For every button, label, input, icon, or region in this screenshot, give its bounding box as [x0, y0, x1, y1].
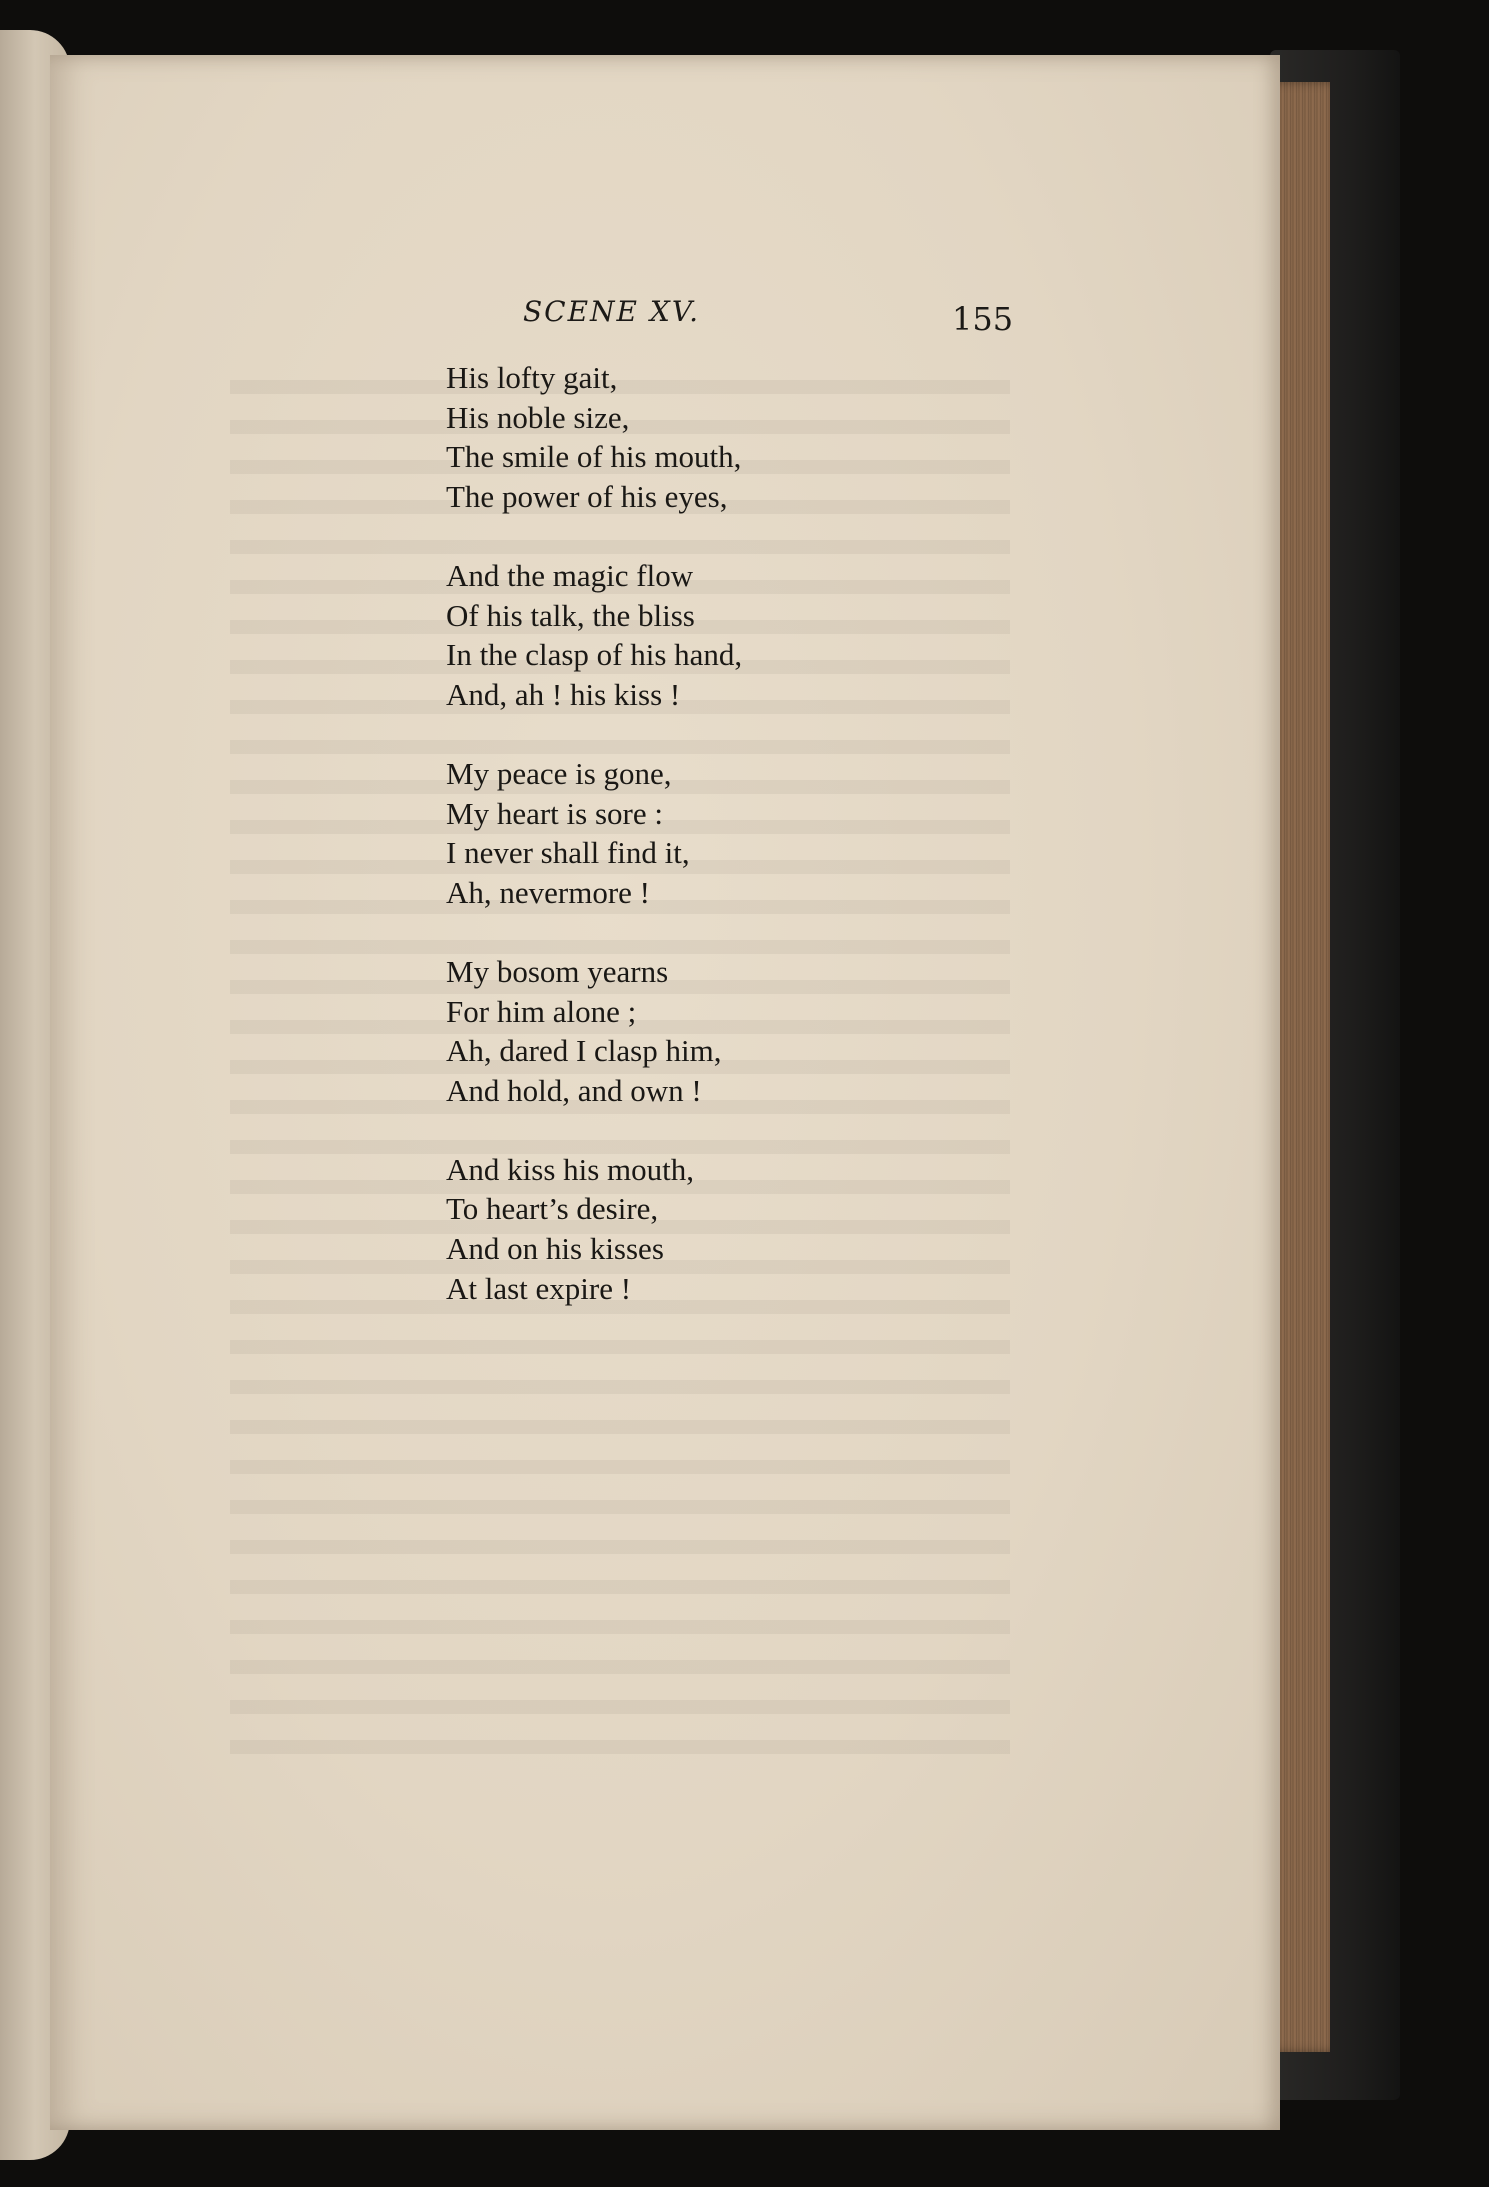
poem-line: For him alone ; [446, 993, 637, 1029]
poem-line: The power of his eyes, [446, 478, 728, 514]
running-head: SCENE XV. [523, 295, 701, 328]
poem-line: His noble size, [446, 399, 630, 435]
stanza [446, 556, 926, 714]
poem-line: Ah, nevermore ! [446, 874, 650, 910]
stanza [446, 1150, 926, 1308]
poem-line: And hold, and own ! [446, 1072, 702, 1108]
stanza [446, 952, 926, 1110]
poem-line: The smile of his mouth, [446, 439, 742, 475]
poem-line: My bosom yearns [446, 953, 669, 989]
poem-line: His lofty gait, [446, 360, 618, 395]
poem-line: Ah, dared I clasp him, [446, 1033, 722, 1069]
poem-line: To heart’s desire, [446, 1191, 659, 1227]
poem-line: And the magic flow [446, 557, 694, 593]
poem-line: At last expire ! [446, 1270, 632, 1306]
poem-line: And, ah ! his kiss ! [446, 676, 681, 712]
page-number: 155 [952, 300, 1014, 338]
stanza [446, 358, 926, 516]
stanza [446, 754, 926, 912]
poem-line: My heart is sore : [446, 795, 663, 831]
poem-line: My peace is gone, [446, 755, 672, 791]
poem-line: And on his kisses [446, 1231, 664, 1267]
poem-line: Of his talk, the bliss [446, 597, 695, 633]
poem-line: In the clasp of his hand, [446, 637, 743, 673]
poem-line: I never shall find it, [446, 835, 690, 871]
poem-line: And kiss his mouth, [446, 1151, 695, 1187]
poem [446, 358, 926, 1348]
